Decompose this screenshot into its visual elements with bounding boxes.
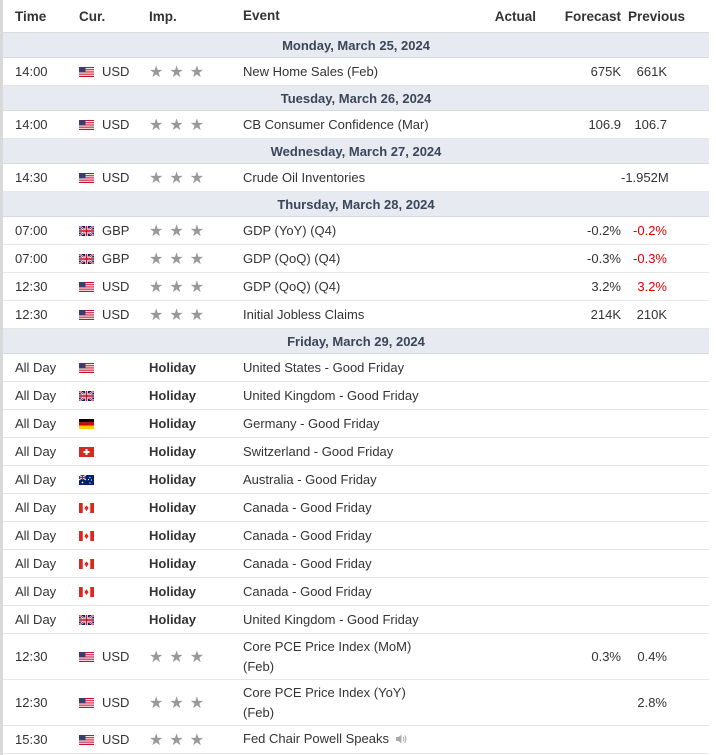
event-name-line1: Core PCE Price Index (YoY) [243,684,406,700]
previous-value: -0.2% [621,217,709,245]
header-time[interactable]: Time [3,0,75,33]
calendar-body [3,33,709,754]
event-time: All Day [3,438,75,466]
importance-stars [145,634,241,680]
event-name[interactable]: Australia - Good Friday [241,466,446,494]
importance-star-icon: ★ [169,116,184,134]
date-label: Friday, March 29, 2024 [3,329,709,354]
currency-cell [75,438,145,466]
event-time: 12:30 [3,634,75,680]
us-flag-icon [79,308,94,318]
currency-cell [75,245,145,273]
holiday-label: Holiday [145,410,241,438]
event-time: All Day [3,466,75,494]
event-name-text: GDP (QoQ) (Q4) [243,278,341,294]
event-name[interactable] [241,634,446,680]
event-time: 07:00 [3,217,75,245]
holiday-row[interactable] [3,438,709,466]
actual-cell [446,438,536,466]
importance-star-icon: ★ [169,169,184,187]
forecast-cell [536,466,621,494]
date-row [3,192,709,217]
importance-star-icon: ★ [189,694,205,712]
importance-star-icon: ★ [189,278,205,296]
event-row[interactable] [3,273,709,301]
previous-value: 210K [621,301,709,329]
date-label: Thursday, March 28, 2024 [3,192,709,217]
forecast-cell [536,382,621,410]
event-name[interactable] [241,680,446,726]
holiday-label: Holiday [145,494,241,522]
actual-cell [446,606,536,634]
us-flag-icon [79,65,94,75]
header-importance[interactable]: Imp. [145,0,241,33]
importance-star-icon: ★ [169,250,184,268]
date-row [3,139,709,164]
holiday-label: Holiday [145,606,241,634]
actual-value [446,217,536,245]
importance-star-icon: ★ [169,63,184,81]
forecast-value: 0.3% [536,634,621,680]
event-time: All Day [3,578,75,606]
currency-code: USD [102,649,130,664]
currency-cell [75,273,145,301]
calendar-table [3,0,709,754]
event-time: All Day [3,382,75,410]
event-time: All Day [3,522,75,550]
speaker-icon [395,731,408,751]
header-event[interactable]: Event [241,0,446,33]
currency-cell [75,726,145,754]
holiday-label: Holiday [145,354,241,382]
holiday-label: Holiday [145,522,241,550]
forecast-cell [536,354,621,382]
importance-stars [145,217,241,245]
holiday-row[interactable] [3,410,709,438]
event-row[interactable] [3,301,709,329]
event-row[interactable] [3,111,709,139]
event-name-line2: (Feb) [243,704,275,720]
previous-cell [621,410,709,438]
event-time: 12:30 [3,680,75,726]
event-name[interactable]: Canada - Good Friday [241,550,446,578]
date-label: Wednesday, March 27, 2024 [3,139,709,164]
header-currency[interactable]: Cur. [75,0,145,33]
event-row[interactable] [3,245,709,273]
forecast-value [536,164,621,192]
importance-star-icon: ★ [149,250,164,268]
us-flag-icon [79,696,94,706]
currency-cell [75,522,145,550]
holiday-label: Holiday [145,466,241,494]
previous-cell [621,522,709,550]
holiday-row[interactable] [3,522,709,550]
actual-cell [446,494,536,522]
previous-value: 2.8% [621,680,709,726]
previous-cell [621,606,709,634]
previous-cell [621,494,709,522]
event-name[interactable] [241,111,446,139]
importance-star-icon: ★ [189,306,205,324]
au-flag-icon [79,473,94,483]
importance-stars [145,245,241,273]
event-name[interactable] [241,217,446,245]
event-name[interactable]: United Kingdom - Good Friday [241,606,446,634]
event-name[interactable] [241,726,446,754]
event-name-text: New Home Sales (Feb) [243,63,379,79]
forecast-cell [536,438,621,466]
currency-code: USD [102,307,130,322]
event-time: 07:00 [3,245,75,273]
actual-value [446,58,536,86]
currency-code: USD [102,117,130,132]
currency-code: USD [102,64,130,79]
actual-cell [446,354,536,382]
previous-cell [621,466,709,494]
event-name-line2: (Feb) [243,658,275,674]
forecast-value: -0.3% [536,245,621,273]
event-row[interactable] [3,217,709,245]
currency-cell [75,217,145,245]
forecast-cell [536,550,621,578]
forecast-value [536,680,621,726]
currency-cell [75,382,145,410]
event-row[interactable] [3,726,709,754]
importance-star-icon: ★ [149,731,164,749]
currency-cell [75,550,145,578]
us-flag-icon [79,280,94,290]
event-time: All Day [3,410,75,438]
event-name-text: Initial Jobless Claims [243,306,365,322]
importance-star-icon: ★ [189,731,205,749]
date-label: Monday, March 25, 2024 [3,33,709,58]
forecast-value [536,726,621,754]
uk-flag-icon [79,252,94,262]
us-flag-icon [79,118,94,128]
header-previous[interactable]: Previous [621,0,709,33]
event-name[interactable] [241,245,446,273]
currency-code: GBP [102,223,130,238]
event-name[interactable]: Germany - Good Friday [241,410,446,438]
event-row[interactable] [3,634,709,680]
forecast-cell [536,578,621,606]
actual-value [446,301,536,329]
importance-star-icon: ★ [149,278,164,296]
importance-stars [145,726,241,754]
importance-star-icon: ★ [149,116,164,134]
event-time: All Day [3,354,75,382]
event-time: 14:00 [3,58,75,86]
importance-star-icon: ★ [169,731,184,749]
actual-value [446,680,536,726]
us-flag-icon [79,650,94,660]
currency-code: USD [102,695,130,710]
event-name[interactable]: United States - Good Friday [241,354,446,382]
actual-cell [446,578,536,606]
holiday-row[interactable] [3,578,709,606]
importance-star-icon: ★ [149,306,164,324]
importance-stars [145,273,241,301]
forecast-cell [536,522,621,550]
importance-stars [145,301,241,329]
currency-cell [75,111,145,139]
forecast-value: 675K [536,58,621,86]
event-time: 12:30 [3,301,75,329]
ca-flag-icon [79,585,94,595]
event-name[interactable]: Canada - Good Friday [241,578,446,606]
event-row[interactable] [3,58,709,86]
currency-cell [75,578,145,606]
event-name-text: GDP (YoY) (Q4) [243,222,337,238]
importance-star-icon: ★ [169,222,184,240]
holiday-label: Holiday [145,382,241,410]
holiday-row[interactable] [3,354,709,382]
holiday-label: Holiday [145,578,241,606]
holiday-row[interactable] [3,382,709,410]
ca-flag-icon [79,557,94,567]
actual-value [446,273,536,301]
previous-value [621,726,709,754]
date-label: Tuesday, March 26, 2024 [3,86,709,111]
currency-code: USD [102,170,130,185]
header-forecast[interactable]: Forecast [536,0,621,33]
previous-cell [621,550,709,578]
uk-flag-icon [79,224,94,234]
actual-value [446,245,536,273]
importance-star-icon: ★ [189,116,205,134]
actual-cell [446,550,536,578]
importance-star-icon: ★ [169,694,184,712]
importance-star-icon: ★ [149,222,164,240]
event-name-line1: Core PCE Price Index (MoM) [243,638,412,654]
event-time: 12:30 [3,273,75,301]
actual-cell [446,382,536,410]
event-name-text: GDP (QoQ) (Q4) [243,250,341,266]
importance-star-icon: ★ [189,648,205,666]
currency-code: USD [102,732,130,747]
actual-value [446,726,536,754]
event-time: 14:30 [3,164,75,192]
event-name[interactable] [241,301,446,329]
currency-code: GBP [102,251,130,266]
importance-star-icon: ★ [149,169,164,187]
currency-cell [75,301,145,329]
event-name[interactable] [241,164,446,192]
currency-cell [75,606,145,634]
importance-star-icon: ★ [169,278,184,296]
event-name[interactable]: United Kingdom - Good Friday [241,382,446,410]
event-row[interactable] [3,680,709,726]
previous-value: 3.2% [621,273,709,301]
event-row[interactable] [3,164,709,192]
event-name-text: Crude Oil Inventories [243,169,366,185]
importance-star-icon: ★ [189,169,205,187]
previous-value: -0.3% [621,245,709,273]
importance-star-icon: ★ [189,250,205,268]
previous-cell [621,354,709,382]
event-time: All Day [3,550,75,578]
actual-value [446,634,536,680]
importance-star-icon: ★ [149,694,164,712]
event-name[interactable]: Canada - Good Friday [241,522,446,550]
event-time: All Day [3,494,75,522]
forecast-value: 214K [536,301,621,329]
previous-cell [621,382,709,410]
forecast-value: 3.2% [536,273,621,301]
event-name[interactable] [241,273,446,301]
importance-star-icon: ★ [149,63,164,81]
event-time: 14:00 [3,111,75,139]
currency-cell [75,164,145,192]
event-name[interactable]: Switzerland - Good Friday [241,438,446,466]
event-name-text: CB Consumer Confidence (Mar) [243,116,429,132]
actual-cell [446,466,536,494]
ch-flag-icon [79,445,94,455]
previous-cell [621,438,709,466]
holiday-row[interactable] [3,494,709,522]
actual-value [446,164,536,192]
date-row [3,33,709,58]
holiday-label: Holiday [145,438,241,466]
event-time: 15:30 [3,726,75,754]
date-row [3,86,709,111]
ca-flag-icon [79,501,94,511]
header-row [3,0,709,33]
forecast-cell [536,410,621,438]
actual-cell [446,410,536,438]
importance-stars [145,111,241,139]
event-name[interactable]: Canada - Good Friday [241,494,446,522]
uk-flag-icon [79,613,94,623]
currency-code: USD [102,279,130,294]
importance-stars [145,164,241,192]
currency-cell [75,354,145,382]
us-flag-icon [79,733,94,743]
holiday-row[interactable] [3,606,709,634]
actual-cell [446,522,536,550]
event-name-text: Fed Chair Powell Speaks [243,730,389,746]
forecast-value: 106.9 [536,111,621,139]
currency-cell [75,58,145,86]
de-flag-icon [79,417,94,427]
importance-star-icon: ★ [189,222,205,240]
uk-flag-icon [79,389,94,399]
currency-cell [75,634,145,680]
holiday-label: Holiday [145,550,241,578]
holiday-row[interactable] [3,550,709,578]
importance-star-icon: ★ [189,63,205,81]
importance-star-icon: ★ [169,306,184,324]
holiday-row[interactable] [3,466,709,494]
currency-cell [75,410,145,438]
previous-value: -1.952M [621,164,709,192]
event-time: All Day [3,606,75,634]
forecast-cell [536,494,621,522]
currency-cell [75,680,145,726]
us-flag-icon [79,171,94,181]
forecast-cell [536,606,621,634]
previous-value: 0.4% [621,634,709,680]
previous-value: 661K [621,58,709,86]
forecast-value: -0.2% [536,217,621,245]
actual-value [446,111,536,139]
importance-star-icon: ★ [149,648,164,666]
date-row [3,329,709,354]
currency-cell [75,494,145,522]
ca-flag-icon [79,529,94,539]
previous-cell [621,578,709,606]
currency-cell [75,466,145,494]
header-actual[interactable]: Actual [446,0,536,33]
event-name[interactable] [241,58,446,86]
importance-star-icon: ★ [169,648,184,666]
previous-value: 106.7 [621,111,709,139]
importance-stars [145,58,241,86]
importance-stars [145,680,241,726]
us-flag-icon [79,361,94,371]
